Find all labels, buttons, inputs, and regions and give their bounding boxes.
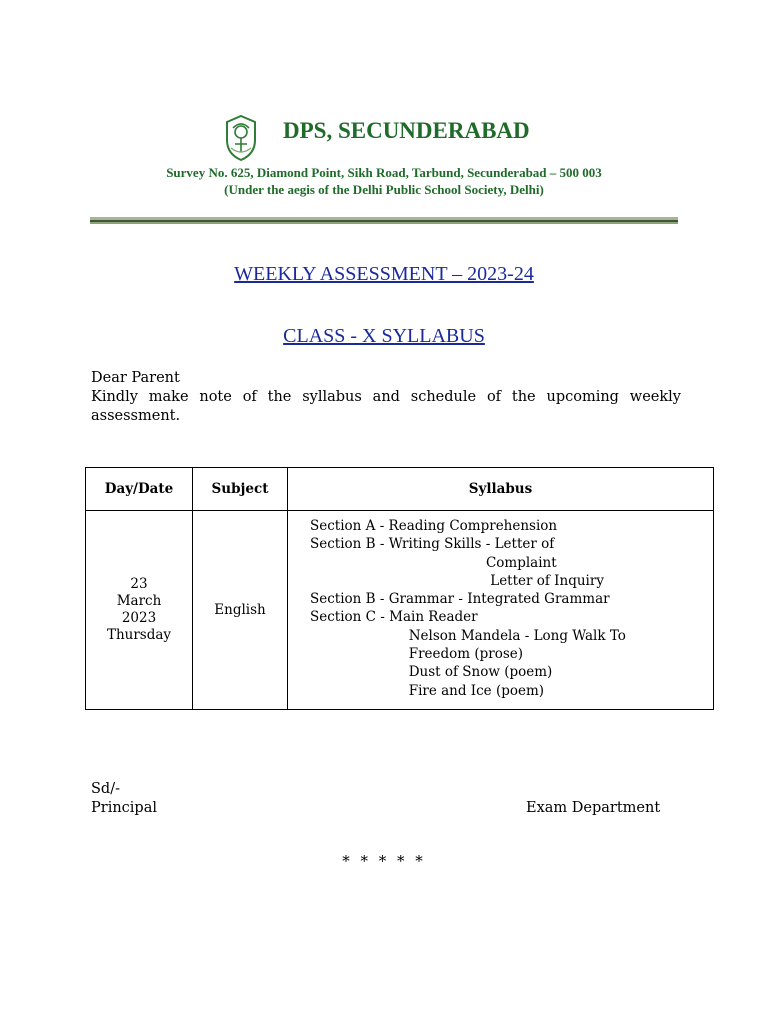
date-month: March [116,593,162,609]
syllabus-line: Dust of Snow (poem) [310,664,553,681]
header-subject: Subject [193,468,288,511]
table-row [86,511,714,710]
table-header-row [86,468,714,511]
syllabus-line: Fire and Ice (poem) [310,682,545,699]
intro-paragraph: Kindly make note of the syllabus and schedule of the upcoming weekly assessment. [91,389,681,424]
syllabus-line: Section B - Grammar - Integrated Grammar [310,591,610,608]
subject-cell: English [193,511,288,710]
end-of-document-marker: * * * * * [342,852,426,870]
school-crest-icon [224,114,258,162]
school-name: DPS, SECUNDERABAD [283,118,530,143]
principal-label: Principal [91,800,157,816]
header-day-date: Day/Date [86,468,193,511]
syllabus-line: Section B - Writing Skills - Letter of [310,536,555,553]
date-weekday: Thursday [106,627,172,643]
document-title: WEEKLY ASSESSMENT – 2023-24 [234,263,534,285]
date-year: 2023 [121,610,157,626]
school-affiliation: (Under the aegis of the Delhi Public School Society, Delhi) [224,182,544,197]
header-divider-light [90,222,678,224]
assessment-schedule-table [85,467,714,710]
header-syllabus: Syllabus [288,468,714,511]
syllabus-line: Freedom (prose) [310,646,524,663]
syllabus-cell [288,511,714,710]
syllabus-line: Nelson Mandela - Long Walk To [310,627,626,644]
exam-department-label: Exam Department [526,800,661,816]
date-day: 23 [130,576,148,592]
document-subtitle: CLASS - X SYLLABUS [283,325,485,347]
syllabus-line: Letter of Inquiry [310,572,604,589]
signature-mark: Sd/- [91,781,120,797]
day-date-cell [86,511,193,710]
syllabus-line: Section A - Reading Comprehension [310,518,558,534]
syllabus-line: Section C - Main Reader [310,609,478,626]
syllabus-line: Complaint [310,554,557,571]
salutation: Dear Parent [91,370,180,386]
school-address: Survey No. 625, Diamond Point, Sikh Road, Tarbund, Secunderabad – 500 003 [166,165,602,180]
